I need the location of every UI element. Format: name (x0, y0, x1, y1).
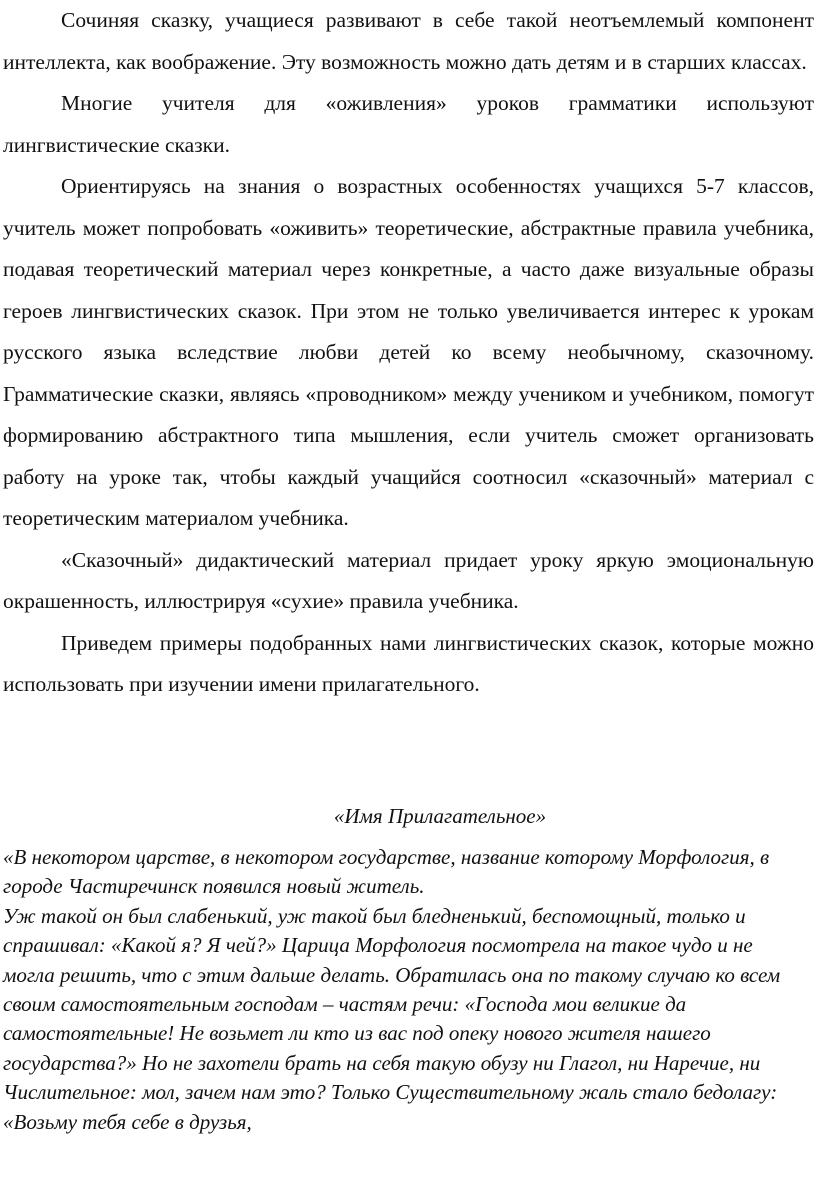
story-paragraph-2: Уж такой он был слабенький, уж такой был бледненький, беспомощный, только и спрашивал: «Какой я? Я чей?» Царица Морфология посмотрела на такое чудо и не могла решить, что с этим дальше делать. Обратилась она по такому случаю ко всем своим самостоятельным господам – частям речи: «Господа мои великие да самостоятельные! Не возьмет ли кто из вас под опеку нового жителя нашего государства?» Но не захотели брать на себя такую обузу ни Глагол, ни Наречие, ни Числительное: мол, зачем нам это? Только Существительному жаль стало бедолагу: «Возьму тебя себе в друзья, (3, 903, 781, 1134)
paragraph-1: Сочиняя сказку, учащиеся развивают в себе такой неотъемлемый компонент интеллекта, как воображение. Эту возможность можно дать детям и в старших классах. (3, 8, 814, 74)
paragraph-2: Многие учителя для «оживления» уроков грамматики используют лингвистические сказки. (3, 91, 814, 157)
story-paragraph-1: «В некотором царстве, в некотором государстве, название которому Морфология, в городе Частиречинск появился новый житель. (3, 845, 770, 899)
story-text (3, 843, 803, 1137)
story-title: «Имя Прилагательное» (333, 804, 547, 828)
document-body (3, 0, 814, 706)
paragraph-5: Приведем примеры подобранных нами лингвистических сказок, которые можно использовать при изучении имени прилагательного. (3, 630, 814, 696)
paragraph-4: «Сказочный» дидактический материал придает уроку яркую эмоциональную окрашенность, иллюстрируя «сухие» правила учебника. (3, 547, 814, 613)
paragraph-3: Ориентируясь на знания о возрастных особенностях учащихся 5-7 классов, учитель может попробовать «оживить» теоретические, абстрактные правила учебника, подавая теоретический материал через конкретные, а часто даже визуальные образы героев лингвистических сказок. При этом не только увеличивается интерес к урокам русского языка вследствие любви детей ко всему необычному, сказочному. Грамматические сказки, являясь «проводником» между учеником и учебником, помогут формированию абстрактного типа мышления, если учитель сможет организовать работу на уроке так, чтобы каждый учащийся соотносил «сказочный» материал с теоретическим материалом учебника. (3, 174, 814, 530)
